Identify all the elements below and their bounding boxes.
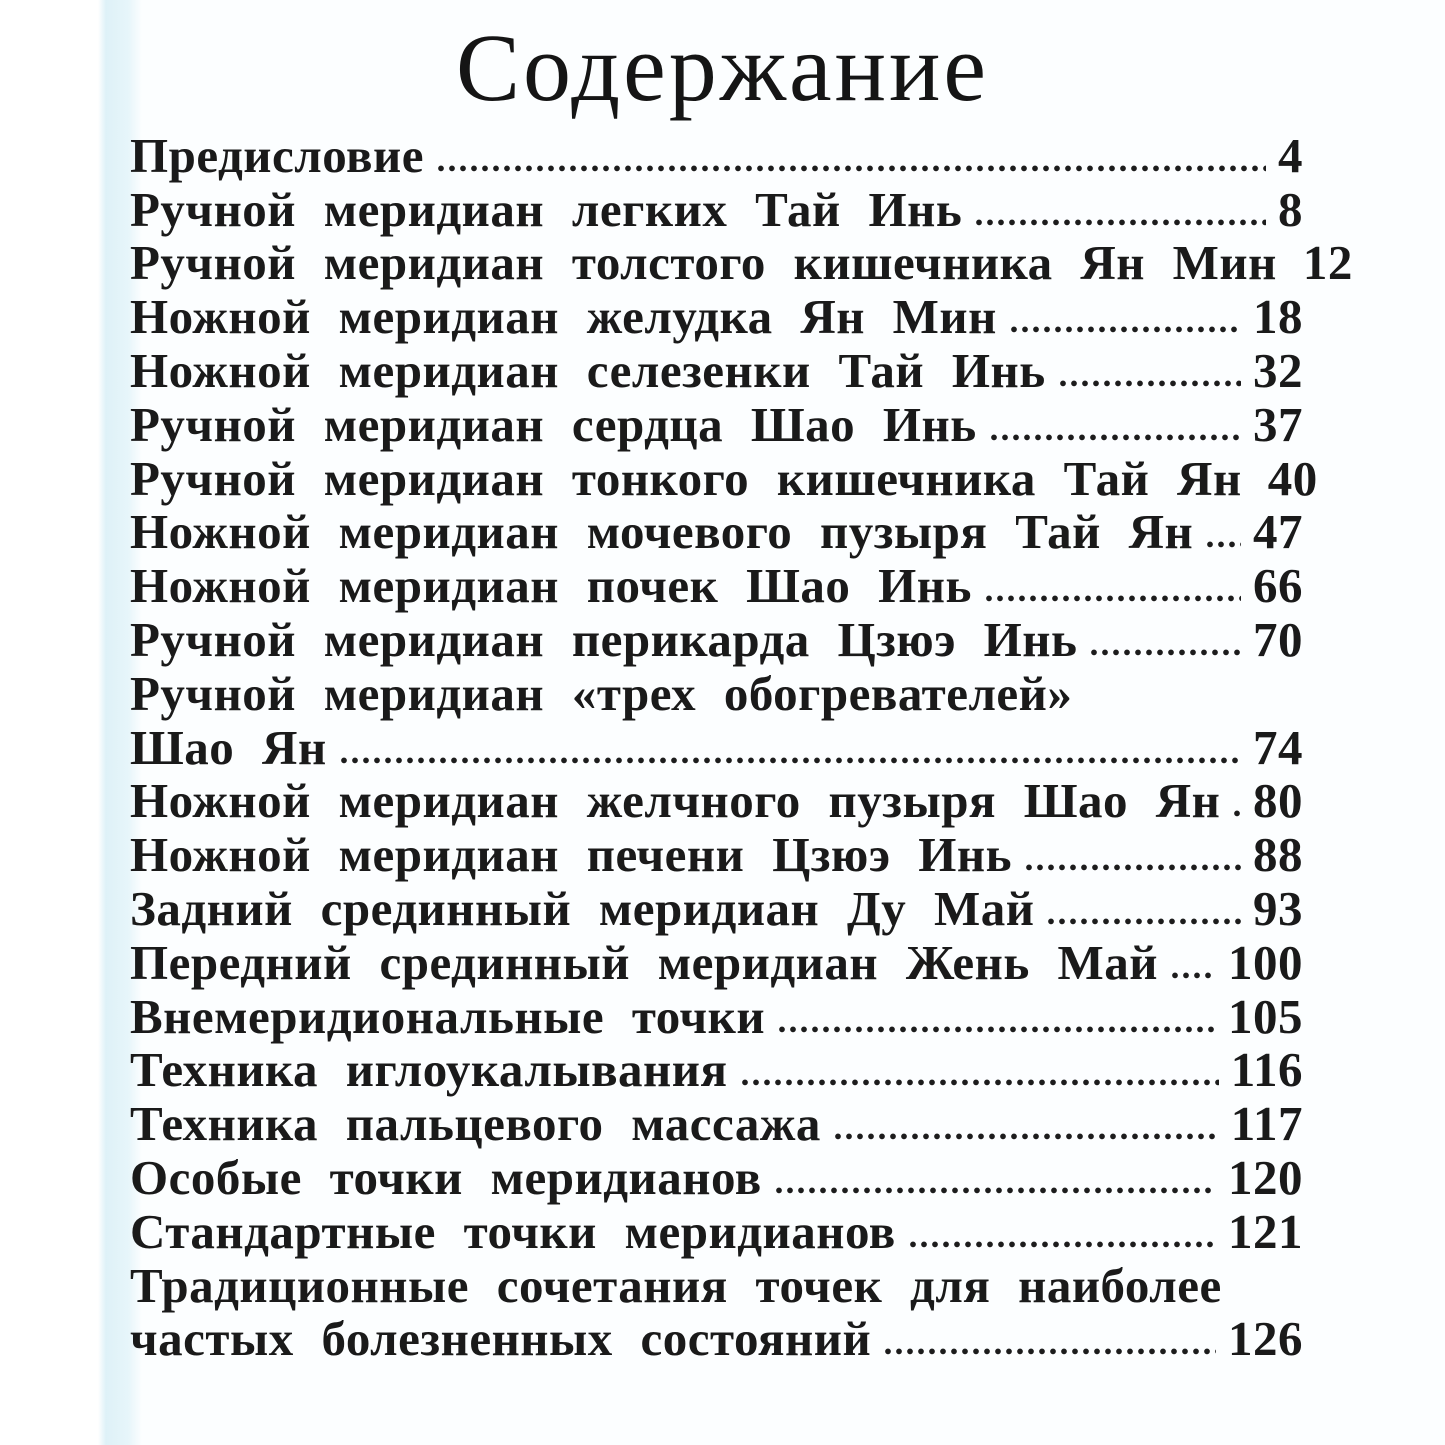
dot-leader (835, 1133, 1219, 1140)
toc-entry (130, 774, 1303, 828)
toc-entry (130, 290, 1303, 344)
dot-leader (341, 757, 1241, 764)
dot-leader (742, 1079, 1219, 1086)
toc-entry (130, 613, 1303, 667)
dot-leader (776, 1187, 1216, 1194)
toc-entry (130, 667, 1303, 721)
entry-label: Ручной меридиан сердца Шао Инь (130, 396, 977, 452)
entry-label: Ножной меридиан мочевого пузыря Тай Ян (130, 504, 1194, 560)
toc-entry (130, 1151, 1303, 1205)
page-number: 93 (1253, 880, 1303, 936)
toc-entry (130, 1259, 1303, 1313)
toc-entry (130, 990, 1303, 1044)
toc-entry (130, 1205, 1303, 1259)
toc-entry (130, 505, 1303, 559)
entry-label: Шао Ян (130, 719, 327, 775)
entry-label: Стандартные точки меридианов (130, 1203, 896, 1259)
page-number: 37 (1253, 396, 1303, 452)
dot-leader (1026, 864, 1241, 871)
dot-leader (1048, 918, 1241, 925)
entry-label: Передний срединный меридиан Жень Май (130, 934, 1158, 990)
page-number: 40 (1267, 450, 1318, 506)
dot-leader (779, 1026, 1216, 1033)
page-number: 47 (1253, 504, 1303, 560)
page-number: 80 (1253, 773, 1303, 829)
toc-entry (130, 235, 1353, 291)
page-number: 18 (1253, 289, 1303, 345)
dot-leader (1091, 649, 1241, 656)
toc-entry (130, 183, 1303, 237)
entry-label: частых болезненных состояний (130, 1311, 872, 1367)
entry-label: Ножной меридиан селезенки Тай Инь (130, 342, 1046, 398)
toc-entry (130, 936, 1303, 990)
page-number: 12 (1302, 235, 1353, 291)
toc-entry (130, 450, 1318, 506)
toc-entry (130, 559, 1303, 613)
page-number: 105 (1228, 988, 1303, 1044)
page-number: 121 (1228, 1203, 1303, 1259)
entry-label: Ножной меридиан печени Цзюэ Инь (130, 827, 1013, 883)
page-number: 120 (1228, 1149, 1303, 1205)
toc-entry (130, 129, 1303, 183)
toc-entry (130, 344, 1303, 398)
dot-leader (438, 165, 1266, 172)
dot-leader (1060, 380, 1241, 387)
page-number: 32 (1253, 342, 1303, 398)
page-number: 70 (1253, 611, 1303, 667)
dot-leader (1172, 972, 1216, 979)
toc-entry (130, 721, 1303, 775)
entry-label: Ручной меридиан «трех обогревателей» (130, 665, 1073, 721)
entry-label: Задний срединный меридиан Ду Май (130, 880, 1035, 936)
page-title: Содержание (455, 14, 989, 121)
entry-label: Особые точки меридианов (130, 1149, 762, 1205)
toc-entry (130, 1312, 1303, 1366)
entry-label: Ручной меридиан перикарда Цзюэ Инь (130, 611, 1078, 667)
page-number: 66 (1253, 558, 1303, 614)
dot-leader (885, 1348, 1216, 1355)
dot-leader (976, 219, 1266, 226)
entry-label: Ручной меридиан тонкого кишечника Тай Ян (130, 450, 1242, 506)
page-number: 100 (1228, 934, 1303, 990)
entry-label: Ручной меридиан легких Тай Инь (130, 181, 963, 237)
entry-label: Предисловие (130, 127, 424, 183)
dot-leader (1234, 810, 1241, 817)
toc-entry (130, 1043, 1303, 1097)
dot-leader (991, 434, 1241, 441)
toc-entry (130, 828, 1303, 882)
dot-leader (1207, 541, 1241, 548)
page-number: 117 (1230, 1096, 1303, 1152)
table-of-contents (130, 127, 1353, 1367)
entry-label: Техника пальцевого массажа (130, 1096, 821, 1152)
page-number: 116 (1230, 1042, 1303, 1098)
toc-entry (130, 1097, 1303, 1151)
page-number: 88 (1253, 827, 1303, 883)
toc-entry (130, 882, 1303, 936)
entry-label: Ножной меридиан желчного пузыря Шао Ян (130, 773, 1221, 829)
entry-label: Традиционные сочетания точек для наиболее (130, 1257, 1222, 1313)
dot-leader (910, 1241, 1216, 1248)
entry-label: Ручной меридиан толстого кишечника Ян Мин (130, 235, 1277, 291)
page-number: 126 (1228, 1311, 1303, 1367)
dot-leader (1011, 326, 1241, 333)
entry-label: Ножной меридиан почек Шао Инь (130, 558, 972, 614)
entry-label: Техника иглоукалывания (130, 1042, 728, 1098)
page-number: 8 (1278, 181, 1303, 237)
page-number: 4 (1278, 127, 1303, 183)
dot-leader (986, 595, 1241, 602)
page-number: 74 (1253, 719, 1303, 775)
entry-label: Ножной меридиан желудка Ян Мин (130, 289, 997, 345)
entry-label: Внемеридиональные точки (130, 988, 766, 1044)
toc-entry (130, 398, 1303, 452)
